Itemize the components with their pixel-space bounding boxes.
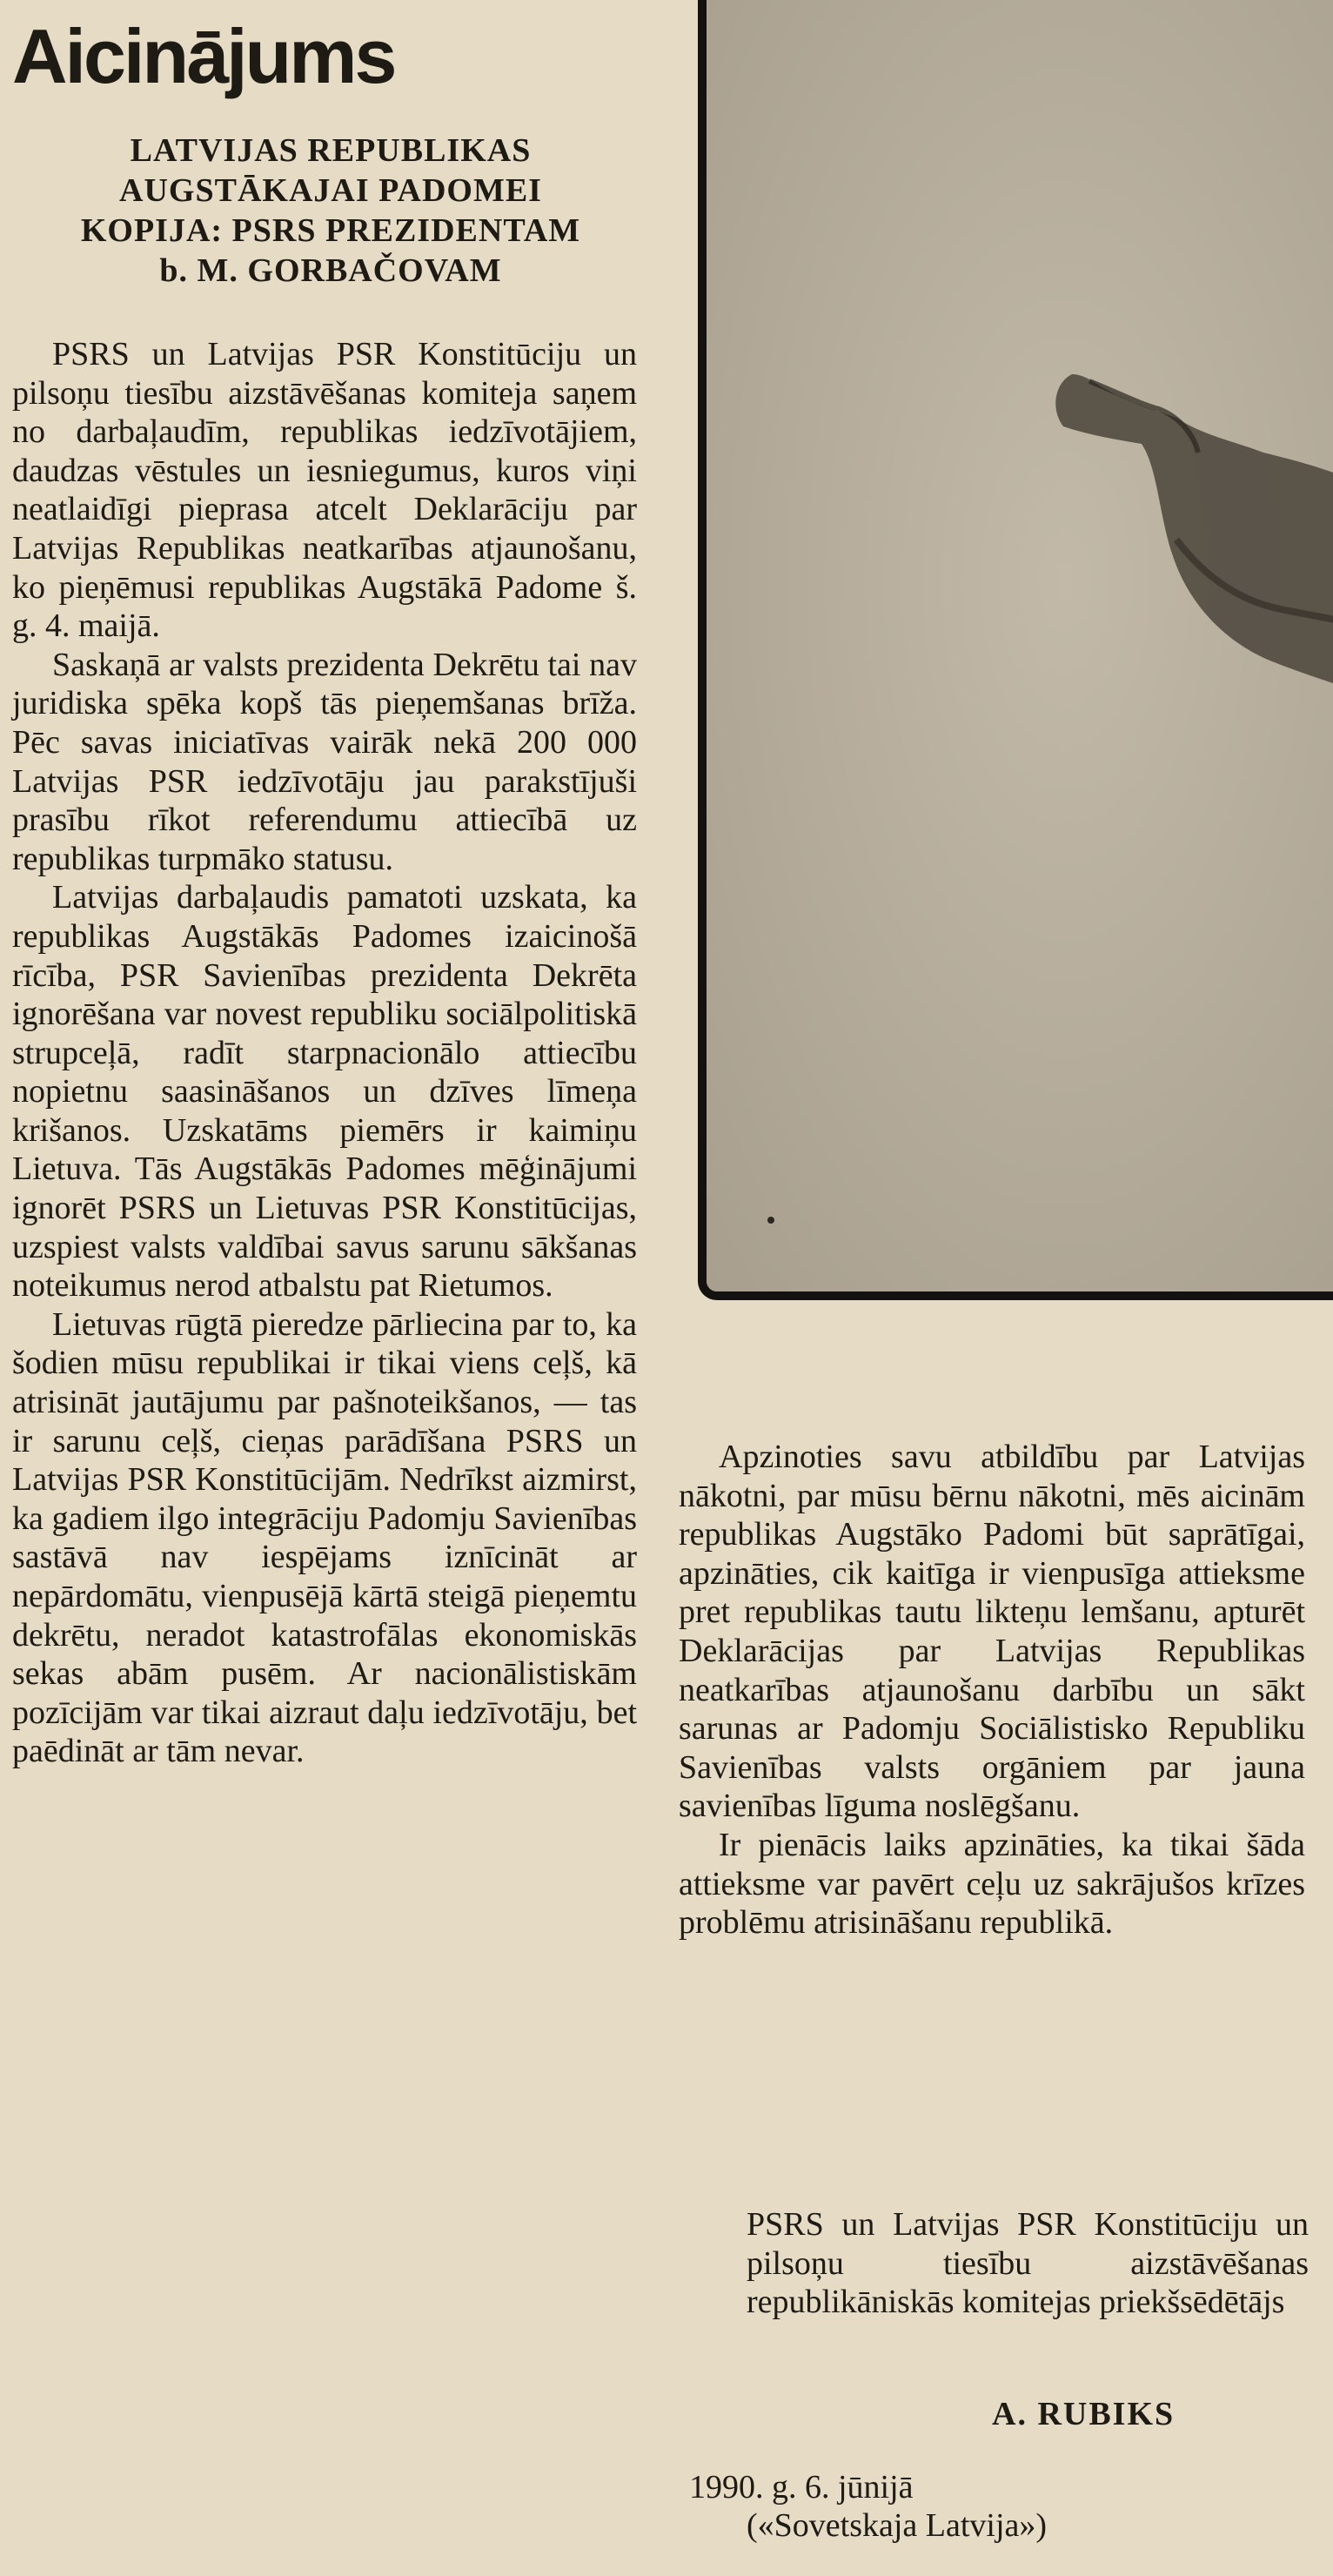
paragraph: Latvijas darbaļaudis pamatoti uzskata, ka republikas Augstākās Padomes izaicinošā rīcība, PSR Savienības prezidenta Dekrēta ignorēšana var novest republiku sociālpolitiskā strupceļā, radīt starpnacionālo attiecību nopietnu saasināšanos un dzīves līmeņa krišanos. Uzskatāms piemērs ir kaimiņu Lietuva. Tās Augstākās Padomes mēģinājumi ignorēt PSRS un Lietuvas PSR Konstitūcijas, uzspiest valsts valdībai savus sarunu sākšanas noteikumus nerod atbalstu pat Rietumos. [12, 879, 637, 1305]
paragraph: Apzinoties savu atbildību par Latvijas nākotni, par mūsu bērnu nākotni, mēs aicinām republikas Augstāko Padomi būt saprātīgai, apzināties, cik kaitīga ir vienpusīga attieksme pret republikas tautu likteņu lemšanu, apturēt Deklarācijas par Latvijas Republikas neatkarības atjaunošanu darbību un sākt sarunas ar Padomju Sociālistisko Republiku Savienības valsts orgāniem par jauna savienības līguma noslēgšanu. [679, 1439, 1305, 1825]
paragraph: PSRS un Latvijas PSR Konstitūciju un pilsoņu tiesību aizstāvēšanas komiteja saņem no darbaļaudīm, republikas iedzīvotājiem, daudzas vēstules un iesniegumus, kuros viņi neatlaidīgi pieprasa atcelt Deklarāciju par Latvijas Republikas neatkarības atjaunošanu, ko pieņēmusi republikas Augstākā Padome š. g. 4. maijā. [12, 336, 637, 645]
right-column [679, 1438, 1305, 1942]
article-title: Aicinājums [12, 13, 395, 99]
article-date: 1990. g. 6. jūnijā [689, 2469, 914, 2506]
signature-organization: PSRS un Latvijas PSR Konstitūciju un pilsoņu tiesību aizstāvēšanas republikāniskās komitejas priekšsēdētājs [747, 2206, 1309, 2321]
photo-frame [698, 0, 1333, 1300]
address-line-2: AUGSTĀKAJAI PADOMEI [119, 172, 542, 209]
article-source: («Sovetskaja Latvija») [747, 2507, 1048, 2544]
paragraph: Saskaņā ar valsts prezidenta Dekrētu tai nav juridiska spēka kopš tās pieņemšanas brīža. Pēc savas iniciatīvas vairāk nekā 200 000 Latvijas PSR iedzīvotāju jau parakstījuši prasību rīkot referendumu attiecībā uz republikas turpmāko statusu. [12, 646, 637, 877]
hand-photo-icon [707, 0, 1333, 1291]
paragraph: Lietuvas rūgtā pieredze pārliecina par to, ka šodien mūsu republikai ir tikai viens ceļš, kā atrisināt jautājumu par pašnoteikšanos, — tas ir sarunu ceļš, cieņas parādīšana PSRS un Latvijas PSR Konstitūcijām. Nedrīkst aizmirst, ka gadiem ilgo integrāciju Padomju Savienības sastāvā nav iespējams iznīcināt ar nepārdomātu, vienpusējā kārtā steigā pieņemtu dekrētu, neradot katastrofālas ekonomiskās sekas abām pusēm. Ar nacionālistiskām pozīcijām var tikai aizraut daļu iedzīvotāju, bet paēdināt ar tām nevar. [12, 1305, 637, 1770]
address-line-3: KOPIJA: PSRS PREZIDENTAM [80, 212, 581, 249]
paragraph: Ir pienācis laiks apzināties, ka tikai šāda attieksme var pavērt ceļu uz sakrājušos krīzes problēmu atrisināšanu republikā. [679, 1826, 1305, 1942]
address-line-4: b. M. GORBAČOVAM [159, 252, 502, 289]
left-column [12, 335, 637, 1771]
address-line-1: LATVIJAS REPUBLIKAS [130, 132, 532, 169]
signature-name: A. RUBIKS [992, 2396, 1176, 2432]
address-heading [17, 131, 644, 291]
